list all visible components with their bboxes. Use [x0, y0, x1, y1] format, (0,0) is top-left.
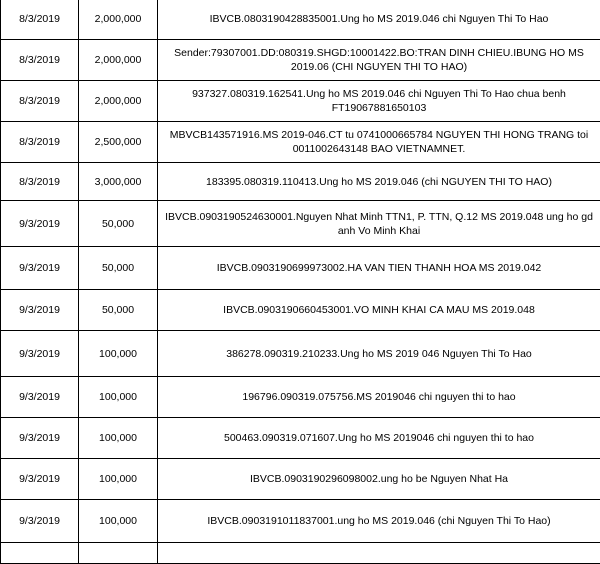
table-row [1, 418, 600, 459]
amount-cell: 2,000,000 [79, 40, 158, 81]
table-row [1, 122, 600, 163]
description-cell: Sender:79307001.DD:080319.SHGD:10001422.BO:TRAN DINH CHIEU.IBUNG HO MS 2019.06 (CHI NGUYEN THI TO HAO) [158, 40, 600, 81]
date-cell: 9/3/2019 [1, 418, 79, 459]
amount-cell: 100,000 [79, 459, 158, 500]
date-cell: 9/3/2019 [1, 459, 79, 500]
description-cell [158, 543, 600, 564]
date-cell: 9/3/2019 [1, 377, 79, 418]
table-row [1, 40, 600, 81]
table-row [1, 331, 600, 377]
description-cell: IBVCB.0903191011837001.ung ho MS 2019.046 (chi Nguyen Thi To Hao) [158, 500, 600, 543]
description-cell: IBVCB.0803190428835001.Ung ho MS 2019.046 chi Nguyen Thi To Hao [158, 0, 600, 40]
amount-cell: 50,000 [79, 290, 158, 331]
date-cell: 8/3/2019 [1, 122, 79, 163]
table-row [1, 81, 600, 122]
date-cell: 8/3/2019 [1, 40, 79, 81]
amount-cell: 100,000 [79, 331, 158, 377]
table-row [1, 247, 600, 290]
date-cell: 9/3/2019 [1, 331, 79, 377]
amount-cell: 2,000,000 [79, 0, 158, 40]
description-cell: 183395.080319.110413.Ung ho MS 2019.046 (chi NGUYEN THI TO HAO) [158, 163, 600, 201]
amount-cell: 3,000,000 [79, 163, 158, 201]
description-cell: 196796.090319.075756.MS 2019046 chi nguyen thi to hao [158, 377, 600, 418]
date-cell: 9/3/2019 [1, 290, 79, 331]
description-cell: IBVCB.0903190524630001.Nguyen Nhat Minh TTN1, P. TTN, Q.12 MS 2019.048 ung ho gd anh Vo Minh Khai [158, 201, 600, 247]
table-row [1, 377, 600, 418]
date-cell: 8/3/2019 [1, 0, 79, 40]
transactions-body [1, 0, 600, 564]
date-cell: 8/3/2019 [1, 163, 79, 201]
amount-cell: 50,000 [79, 247, 158, 290]
amount-cell: 2,500,000 [79, 122, 158, 163]
amount-cell: 100,000 [79, 500, 158, 543]
table-row [1, 201, 600, 247]
description-cell: IBVCB.0903190699973002.HA VAN TIEN THANH HOA MS 2019.042 [158, 247, 600, 290]
description-cell: 937327.080319.162541.Ung ho MS 2019.046 chi Nguyen Thi To Hao chua benh FT19067881650103 [158, 81, 600, 122]
table-row [1, 290, 600, 331]
amount-cell [79, 543, 158, 564]
date-cell: 8/3/2019 [1, 81, 79, 122]
description-cell: MBVCB143571916.MS 2019-046.CT tu 0741000665784 NGUYEN THI HONG TRANG toi 0011002643148 BAO VIETNAMNET. [158, 122, 600, 163]
amount-cell: 50,000 [79, 201, 158, 247]
amount-cell: 2,000,000 [79, 81, 158, 122]
description-cell: 386278.090319.210233.Ung ho MS 2019 046 Nguyen Thi To Hao [158, 331, 600, 377]
amount-cell: 100,000 [79, 377, 158, 418]
table-row [1, 459, 600, 500]
amount-cell: 100,000 [79, 418, 158, 459]
description-cell: 500463.090319.071607.Ung ho MS 2019046 chi nguyen thi to hao [158, 418, 600, 459]
date-cell: 9/3/2019 [1, 500, 79, 543]
date-cell: 9/3/2019 [1, 247, 79, 290]
description-cell: IBVCB.0903190296098002.ung ho be Nguyen Nhat Ha [158, 459, 600, 500]
table-row [1, 543, 600, 564]
date-cell: 9/3/2019 [1, 201, 79, 247]
table-row [1, 500, 600, 543]
table-row [1, 163, 600, 201]
description-cell: IBVCB.0903190660453001.VO MINH KHAI CA MAU MS 2019.048 [158, 290, 600, 331]
date-cell [1, 543, 79, 564]
table-row [1, 0, 600, 40]
